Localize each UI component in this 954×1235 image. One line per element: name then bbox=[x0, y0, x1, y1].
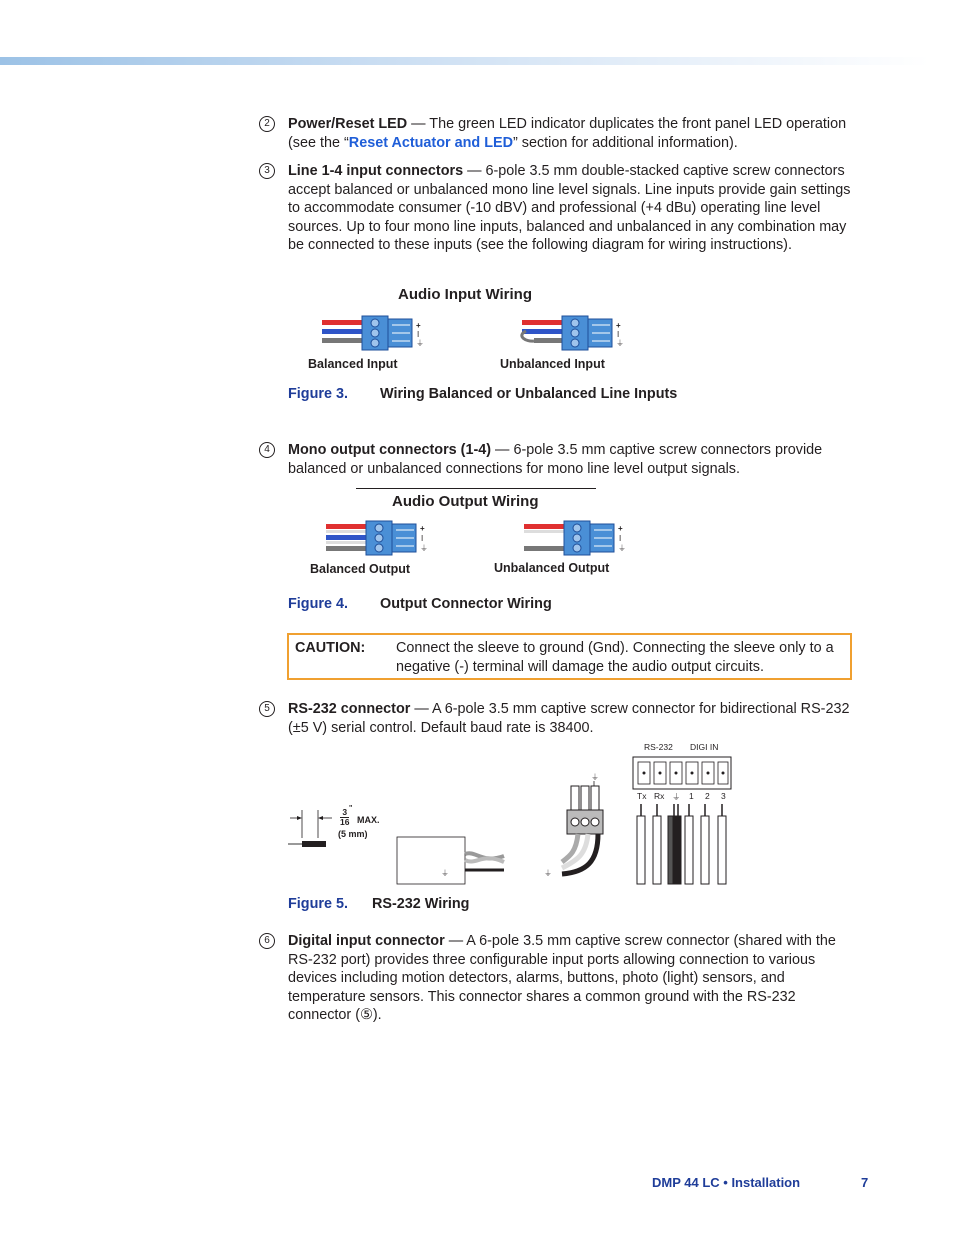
svg-text:+: + bbox=[420, 524, 425, 533]
fig4-title: Audio Output Wiring bbox=[392, 493, 539, 510]
fig3-caption: Figure 3. Wiring Balanced or Unbalanced Line Inputs bbox=[288, 386, 678, 402]
svg-text:⏚: ⏚ bbox=[544, 869, 552, 878]
item-number: 5 bbox=[259, 701, 275, 717]
svg-text:+: + bbox=[616, 321, 621, 330]
svg-text:⏚: ⏚ bbox=[441, 869, 449, 878]
caution-text: Connect the sleeve to ground (Gnd). Connecting the sleeve only to a negative (-) terminal will damage the audio output circuits. bbox=[396, 640, 834, 675]
fig4-rule bbox=[356, 488, 596, 489]
item-title: Digital input connector bbox=[288, 933, 445, 949]
svg-text:+: + bbox=[416, 321, 421, 330]
item-number: 3 bbox=[259, 163, 275, 179]
item-number: 2 bbox=[259, 116, 275, 132]
svg-text:I: I bbox=[619, 534, 622, 543]
fig4-label-balanced: Balanced Output bbox=[310, 562, 411, 576]
reset-actuator-link[interactable]: Reset Actuator and LED bbox=[348, 134, 513, 151]
item-rs232-connector: 5 RS-232 connector — A 6-pole 3.5 mm captive screw connector for bidirectional RS-232 (±5 V) serial control. Default baud rate is 38400. bbox=[259, 700, 859, 737]
item-title: Mono output connectors (1-4) bbox=[288, 442, 492, 458]
header-bar bbox=[0, 57, 930, 65]
rs232-digi-header bbox=[632, 756, 734, 888]
fig4-caption: Figure 4. Output Connector Wiring bbox=[288, 596, 552, 612]
svg-text:I: I bbox=[617, 330, 620, 339]
svg-text:I: I bbox=[421, 534, 424, 543]
strip-inch-mark: " bbox=[349, 805, 353, 812]
svg-text:I: I bbox=[417, 330, 420, 339]
caution-box bbox=[287, 633, 852, 680]
item-title: RS-232 connector bbox=[288, 701, 411, 717]
svg-text:⏚: ⏚ bbox=[616, 339, 624, 348]
item-mono-output-connectors: 4 Mono output connectors (1-4) — 6-pole 3.5 mm captive screw connectors provide balanced or unbalanced connections for mono line level output signals. bbox=[259, 441, 859, 478]
svg-text:+: + bbox=[618, 524, 623, 533]
item-number: 6 bbox=[259, 933, 275, 949]
fig3-label-unbalanced: Unbalanced Input bbox=[500, 357, 605, 371]
balanced-output-connector bbox=[324, 521, 444, 561]
fig3-label-balanced: Balanced Input bbox=[308, 357, 398, 371]
fig3-title: Audio Input Wiring bbox=[398, 286, 532, 303]
unbalanced-input-connector bbox=[520, 316, 640, 356]
strip-fraction: 3 16 bbox=[340, 807, 350, 827]
svg-text:⏚: ⏚ bbox=[420, 544, 428, 553]
fig4-label-unbalanced: Unbalanced Output bbox=[494, 561, 610, 575]
svg-text:⏚: ⏚ bbox=[618, 544, 626, 553]
digi-in-header-label: DIGI IN bbox=[690, 742, 719, 752]
item-line-input-connectors: 3 Line 1-4 input connectors — 6-pole 3.5 mm double-stacked captive screw connectors accept balanced or unbalanced mono line level signals. Line inputs provide gain settings to accommodate consumer (-10 dBV) and professional (+4 dBu) operating line level sources. Up to four mono line inputs, balanced and unbalanced in any combination may be connected to these inputs (see the following diagram for wiring instructions). bbox=[259, 162, 859, 255]
svg-text:⏚: ⏚ bbox=[416, 339, 424, 348]
item-digital-input-connector: 6 Digital input connector — A 6-pole 3.5 mm captive screw connector (shared with the RS-232 port) provides three configurable input ports allowing connection to various devices including motion detectors, alarms, buttons, photo (light) sensors, and temperature sensors. This connector shares a common ground with the RS-232 connector (⑤). bbox=[259, 932, 859, 1025]
strip-max-label: MAX. bbox=[357, 815, 380, 825]
rs232-plug bbox=[540, 772, 610, 882]
strip-mm-label: (5 mm) bbox=[338, 829, 368, 839]
footer-title: DMP 44 LC • Installation bbox=[652, 1175, 801, 1190]
rs232-device-cable bbox=[396, 836, 508, 886]
item-title: Line 1-4 input connectors bbox=[288, 163, 464, 179]
caution-label: CAUTION: bbox=[295, 640, 366, 656]
svg-text:⏚: ⏚ bbox=[591, 773, 599, 782]
rs232-header-label: RS-232 bbox=[644, 742, 673, 752]
page-number: 7 bbox=[861, 1175, 869, 1190]
item-power-reset-led: 2 Power/Reset LED — The green LED indicator duplicates the front panel LED operation (see the “Reset Actuator and LED” section for additional information). bbox=[259, 115, 859, 152]
fig5-caption: Figure 5. RS-232 Wiring bbox=[288, 896, 470, 912]
balanced-input-connector bbox=[320, 316, 440, 356]
item-title: Power/Reset LED bbox=[288, 116, 408, 132]
unbalanced-output-connector bbox=[522, 521, 642, 561]
item-number: 4 bbox=[259, 442, 275, 458]
